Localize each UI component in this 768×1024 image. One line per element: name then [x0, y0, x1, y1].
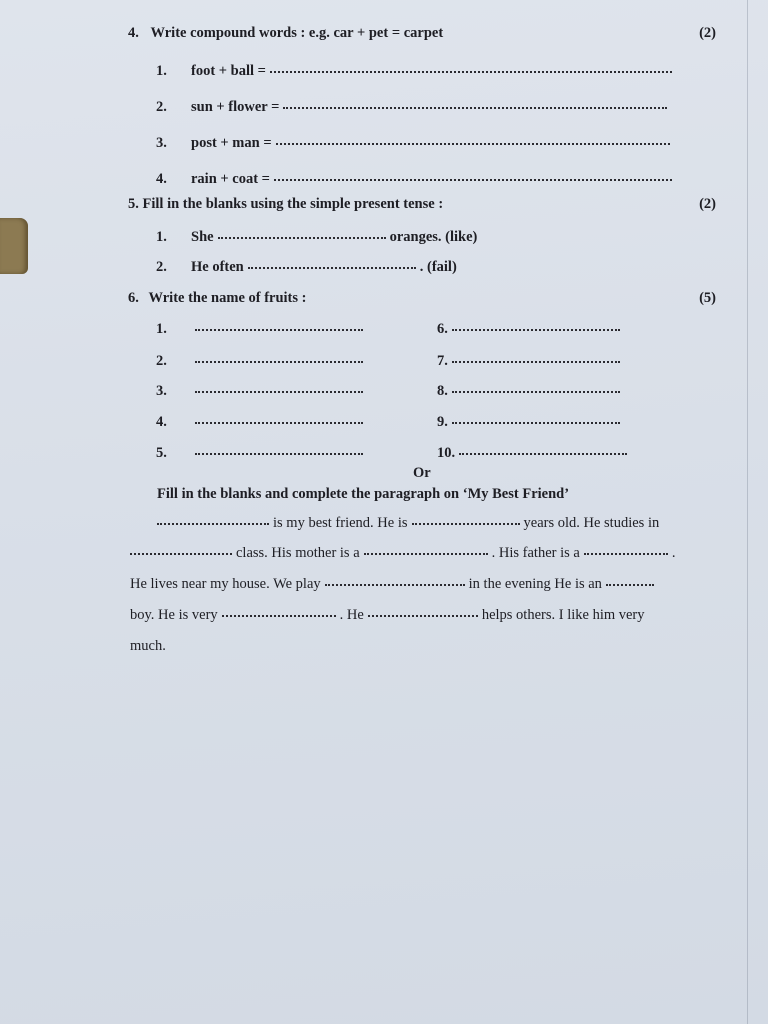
item-number: 5. [156, 445, 167, 461]
item-number: 2. [156, 99, 167, 115]
q6-heading [128, 289, 307, 307]
paragraph-text: much. [130, 638, 166, 654]
fruit-blank-row [437, 320, 624, 338]
q4-marks: (2) [699, 25, 716, 41]
item-number: 6. [437, 321, 448, 337]
fruit-answer-blank[interactable] [452, 420, 620, 424]
q4-heading [128, 24, 443, 42]
paragraph-text: helps others. I like him very [481, 607, 645, 623]
q4-item [156, 170, 676, 188]
paragraph-text: is my best friend. He is [273, 515, 408, 531]
fruit-answer-blank[interactable] [195, 327, 363, 331]
fruit-answer-blank[interactable] [195, 359, 363, 363]
item-text: foot + ball = [191, 63, 266, 79]
paragraph-line [130, 637, 166, 655]
q4-item [156, 62, 676, 80]
paragraph-text: . [671, 545, 676, 561]
page-crease [747, 0, 748, 1024]
fruit-answer-blank[interactable] [195, 420, 363, 424]
item-text: sun + flower = [191, 99, 280, 115]
answer-blank[interactable] [606, 582, 654, 586]
q5-item [156, 258, 457, 276]
item-number: 8. [437, 383, 448, 399]
item-text: post + man = [191, 135, 272, 151]
q5-prompt: 5. Fill in the blanks using the simple present tense : [128, 196, 444, 212]
answer-blank[interactable] [368, 613, 478, 617]
q4-item [156, 134, 674, 152]
paragraph-text: class. His mother is a [236, 545, 360, 561]
item-number: 7. [437, 353, 448, 369]
paragraph-text: boy. He is very [130, 607, 218, 623]
paragraph-text: . He [339, 607, 364, 623]
answer-blank[interactable] [584, 551, 668, 555]
q6-number: 6. [128, 290, 139, 306]
fruit-answer-blank[interactable] [452, 327, 620, 331]
fruit-blank-row [156, 413, 367, 431]
fruit-blank-row [437, 444, 631, 462]
torn-paper-mark [0, 218, 28, 274]
item-number: 2. [156, 259, 167, 275]
q4-number: 4. [128, 25, 139, 41]
or-label: Or [413, 465, 431, 481]
answer-blank[interactable] [412, 521, 520, 525]
paragraph-line [157, 514, 659, 532]
fruit-answer-blank[interactable] [452, 389, 620, 393]
item-number: 1. [156, 63, 167, 79]
q4-prompt: Write compound words : e.g. car + pet = carpet [150, 25, 444, 41]
answer-blank[interactable] [364, 551, 488, 555]
fruit-blank-row [156, 352, 367, 370]
item-number: 10. [437, 445, 456, 461]
item-text: rain + coat = [191, 171, 270, 187]
fruit-blank-row [437, 413, 624, 431]
item-number: 2. [156, 353, 167, 369]
paragraph-line [130, 544, 675, 562]
answer-blank[interactable] [218, 235, 386, 239]
paragraph-text: in the evening He is an [468, 576, 602, 592]
answer-blank[interactable] [248, 265, 416, 269]
fruit-answer-blank[interactable] [452, 359, 620, 363]
answer-blank[interactable] [270, 69, 672, 73]
item-number: 3. [156, 135, 167, 151]
item-after: . (fail) [419, 259, 457, 275]
item-number: 4. [156, 171, 167, 187]
fruit-blank-row [156, 444, 367, 462]
fruit-blank-row [156, 382, 367, 400]
q4-item [156, 98, 671, 116]
q6-prompt: Write the name of fruits : [148, 290, 307, 306]
answer-blank[interactable] [276, 141, 670, 145]
q6-marks: (5) [699, 290, 716, 306]
paragraph-text: . His father is a [491, 545, 580, 561]
item-number: 3. [156, 383, 167, 399]
paragraph-text: years old. He studies in [523, 515, 660, 531]
answer-blank[interactable] [222, 613, 336, 617]
answer-blank[interactable] [274, 177, 672, 181]
q5-item [156, 228, 477, 246]
fruit-blank-row [437, 382, 624, 400]
answer-blank[interactable] [325, 582, 465, 586]
answer-blank[interactable] [283, 105, 667, 109]
paragraph-text: He lives near my house. We play [130, 576, 321, 592]
fruit-blank-row [156, 320, 367, 338]
item-before: She [191, 229, 214, 245]
fruit-answer-blank[interactable] [195, 451, 363, 455]
item-number: 1. [156, 321, 167, 337]
item-number: 9. [437, 414, 448, 430]
item-before: He often [191, 259, 244, 275]
item-number: 4. [156, 414, 167, 430]
paragraph-line [130, 606, 645, 624]
paragraph-heading: Fill in the blanks and complete the paragraph on ‘My Best Friend’ [157, 486, 570, 502]
paragraph-line [130, 575, 658, 593]
item-after: oranges. (like) [389, 229, 478, 245]
q5-marks: (2) [699, 196, 716, 212]
fruit-answer-blank[interactable] [195, 389, 363, 393]
answer-blank[interactable] [130, 551, 232, 555]
answer-blank[interactable] [157, 521, 269, 525]
fruit-blank-row [437, 352, 624, 370]
fruit-answer-blank[interactable] [459, 451, 627, 455]
item-number: 1. [156, 229, 167, 245]
